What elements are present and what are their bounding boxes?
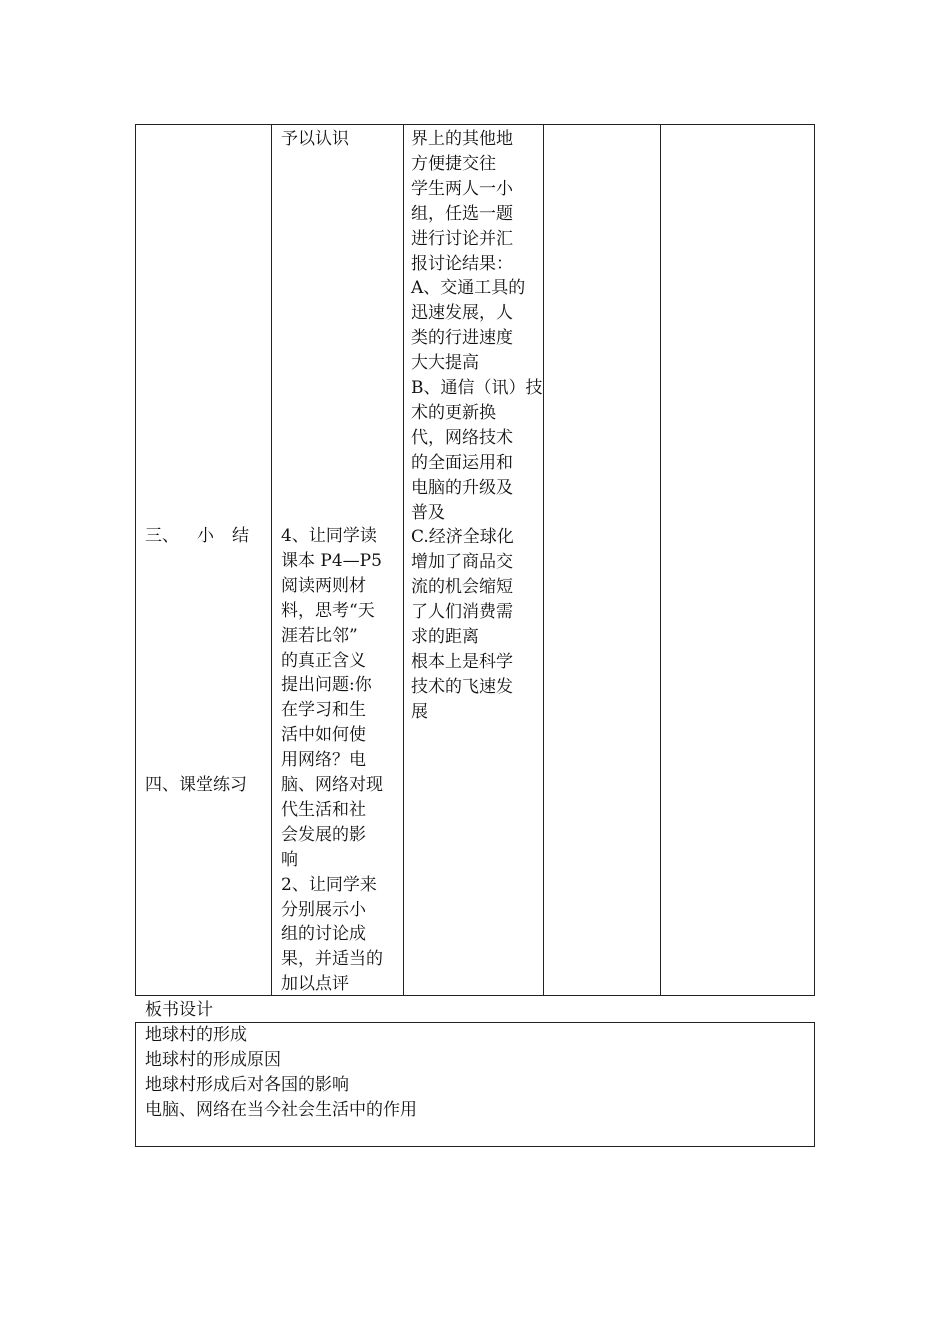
cell-text-line: 代生活和社 xyxy=(281,799,366,820)
board-design-lines xyxy=(145,1023,814,1123)
cell-text-line: 阅读两则材 xyxy=(281,575,366,596)
board-design-box xyxy=(135,1022,815,1147)
cell-text-line: 涯若比邻” xyxy=(281,625,358,646)
cell-text-line: 响 xyxy=(281,849,298,870)
board-design-line: 地球村的形成 xyxy=(145,1025,247,1045)
cell-text-line: C.经济全球化 xyxy=(411,527,514,548)
cell-text-line: 提出问题:你 xyxy=(281,675,372,696)
cell-text-line: 组的讨论成 xyxy=(281,924,366,945)
cell-text-line: 类的行进速度 xyxy=(411,328,513,349)
board-design-title: 板书设计 xyxy=(145,1000,213,1020)
cell-text-line: 学生两人一小 xyxy=(411,178,513,199)
cell-text-line: 界上的其他地 xyxy=(411,129,513,149)
cell-text-line: 果，并适当的 xyxy=(281,949,383,970)
cell-text-line: 根本上是科学 xyxy=(411,651,513,672)
cell-text-line: 大大提高 xyxy=(411,353,479,374)
stage-summary xyxy=(145,524,249,549)
cell-text-line: 电脑的升级及 xyxy=(411,477,513,498)
cell-text-line: 在学习和生 xyxy=(281,700,366,721)
cell-text-line: 普及 xyxy=(411,502,445,523)
cell-text-line: 展 xyxy=(411,701,428,722)
stage-summary-part: 结 xyxy=(232,526,249,546)
cell-text-line: 料，思考“天 xyxy=(281,600,375,621)
empty-cell xyxy=(543,125,660,995)
stage-column xyxy=(136,125,271,995)
stage-summary-part: 三、 xyxy=(145,526,179,546)
cell-text-line: 组，任选一题 xyxy=(411,203,513,224)
cell-text-line: 2、让同学来 xyxy=(281,874,377,895)
teacher-activity-column xyxy=(271,125,403,995)
cell-text-line: 课本 P4—P5 xyxy=(281,550,382,571)
cell-text-line: 分别展示小 xyxy=(281,899,366,920)
stage-summary-part: 小 xyxy=(197,526,214,546)
cell-text-line: 4、让同学读 xyxy=(281,526,377,546)
cell-text-line: A、交通工具的 xyxy=(411,278,526,299)
student-activity-column xyxy=(403,125,543,995)
cell-text-line: 迅速发展，人 xyxy=(411,303,513,324)
cell-text-line: B、通信（讯）技 xyxy=(411,378,543,398)
cell-text-line: 活中如何使 xyxy=(281,725,366,746)
cell-text-line: 技术的飞速发 xyxy=(411,676,513,697)
board-design-line: 地球村形成后对各国的影响 xyxy=(145,1075,349,1095)
cell-text-line: 了人们消费需 xyxy=(411,602,513,623)
cell-text-line: 加以点评 xyxy=(281,974,349,995)
cell-text-line: 报讨论结果： xyxy=(411,253,513,274)
cell-text-line: 方便捷交往 xyxy=(411,153,496,174)
cell-text-line: 增加了商品交 xyxy=(411,552,513,573)
cell-text-line: 予以认识 xyxy=(281,129,349,149)
empty-cell xyxy=(660,125,815,995)
cell-text-line: 会发展的影 xyxy=(281,824,366,845)
cell-text-line: 的真正含义 xyxy=(281,650,366,671)
cell-text-line: 的全面运用和 xyxy=(411,452,513,473)
cell-text-line: 代，网络技术 xyxy=(411,427,513,448)
cell-text-line: 进行讨论并汇 xyxy=(411,228,513,249)
board-design-line: 电脑、网络在当今社会生活中的作用 xyxy=(145,1100,417,1120)
cell-text-line: 流的机会缩短 xyxy=(411,577,513,598)
stage-practice: 四、课堂练习 xyxy=(145,775,247,795)
cell-text-line: 求的距离 xyxy=(411,627,479,647)
lesson-table xyxy=(135,124,815,996)
cell-text-line: 脑、网络对现 xyxy=(281,775,383,795)
cell-text-line: 术的更新换 xyxy=(411,402,496,423)
board-design-line: 地球村的形成原因 xyxy=(145,1050,281,1070)
cell-text-line: 用网络？电 xyxy=(281,750,366,771)
